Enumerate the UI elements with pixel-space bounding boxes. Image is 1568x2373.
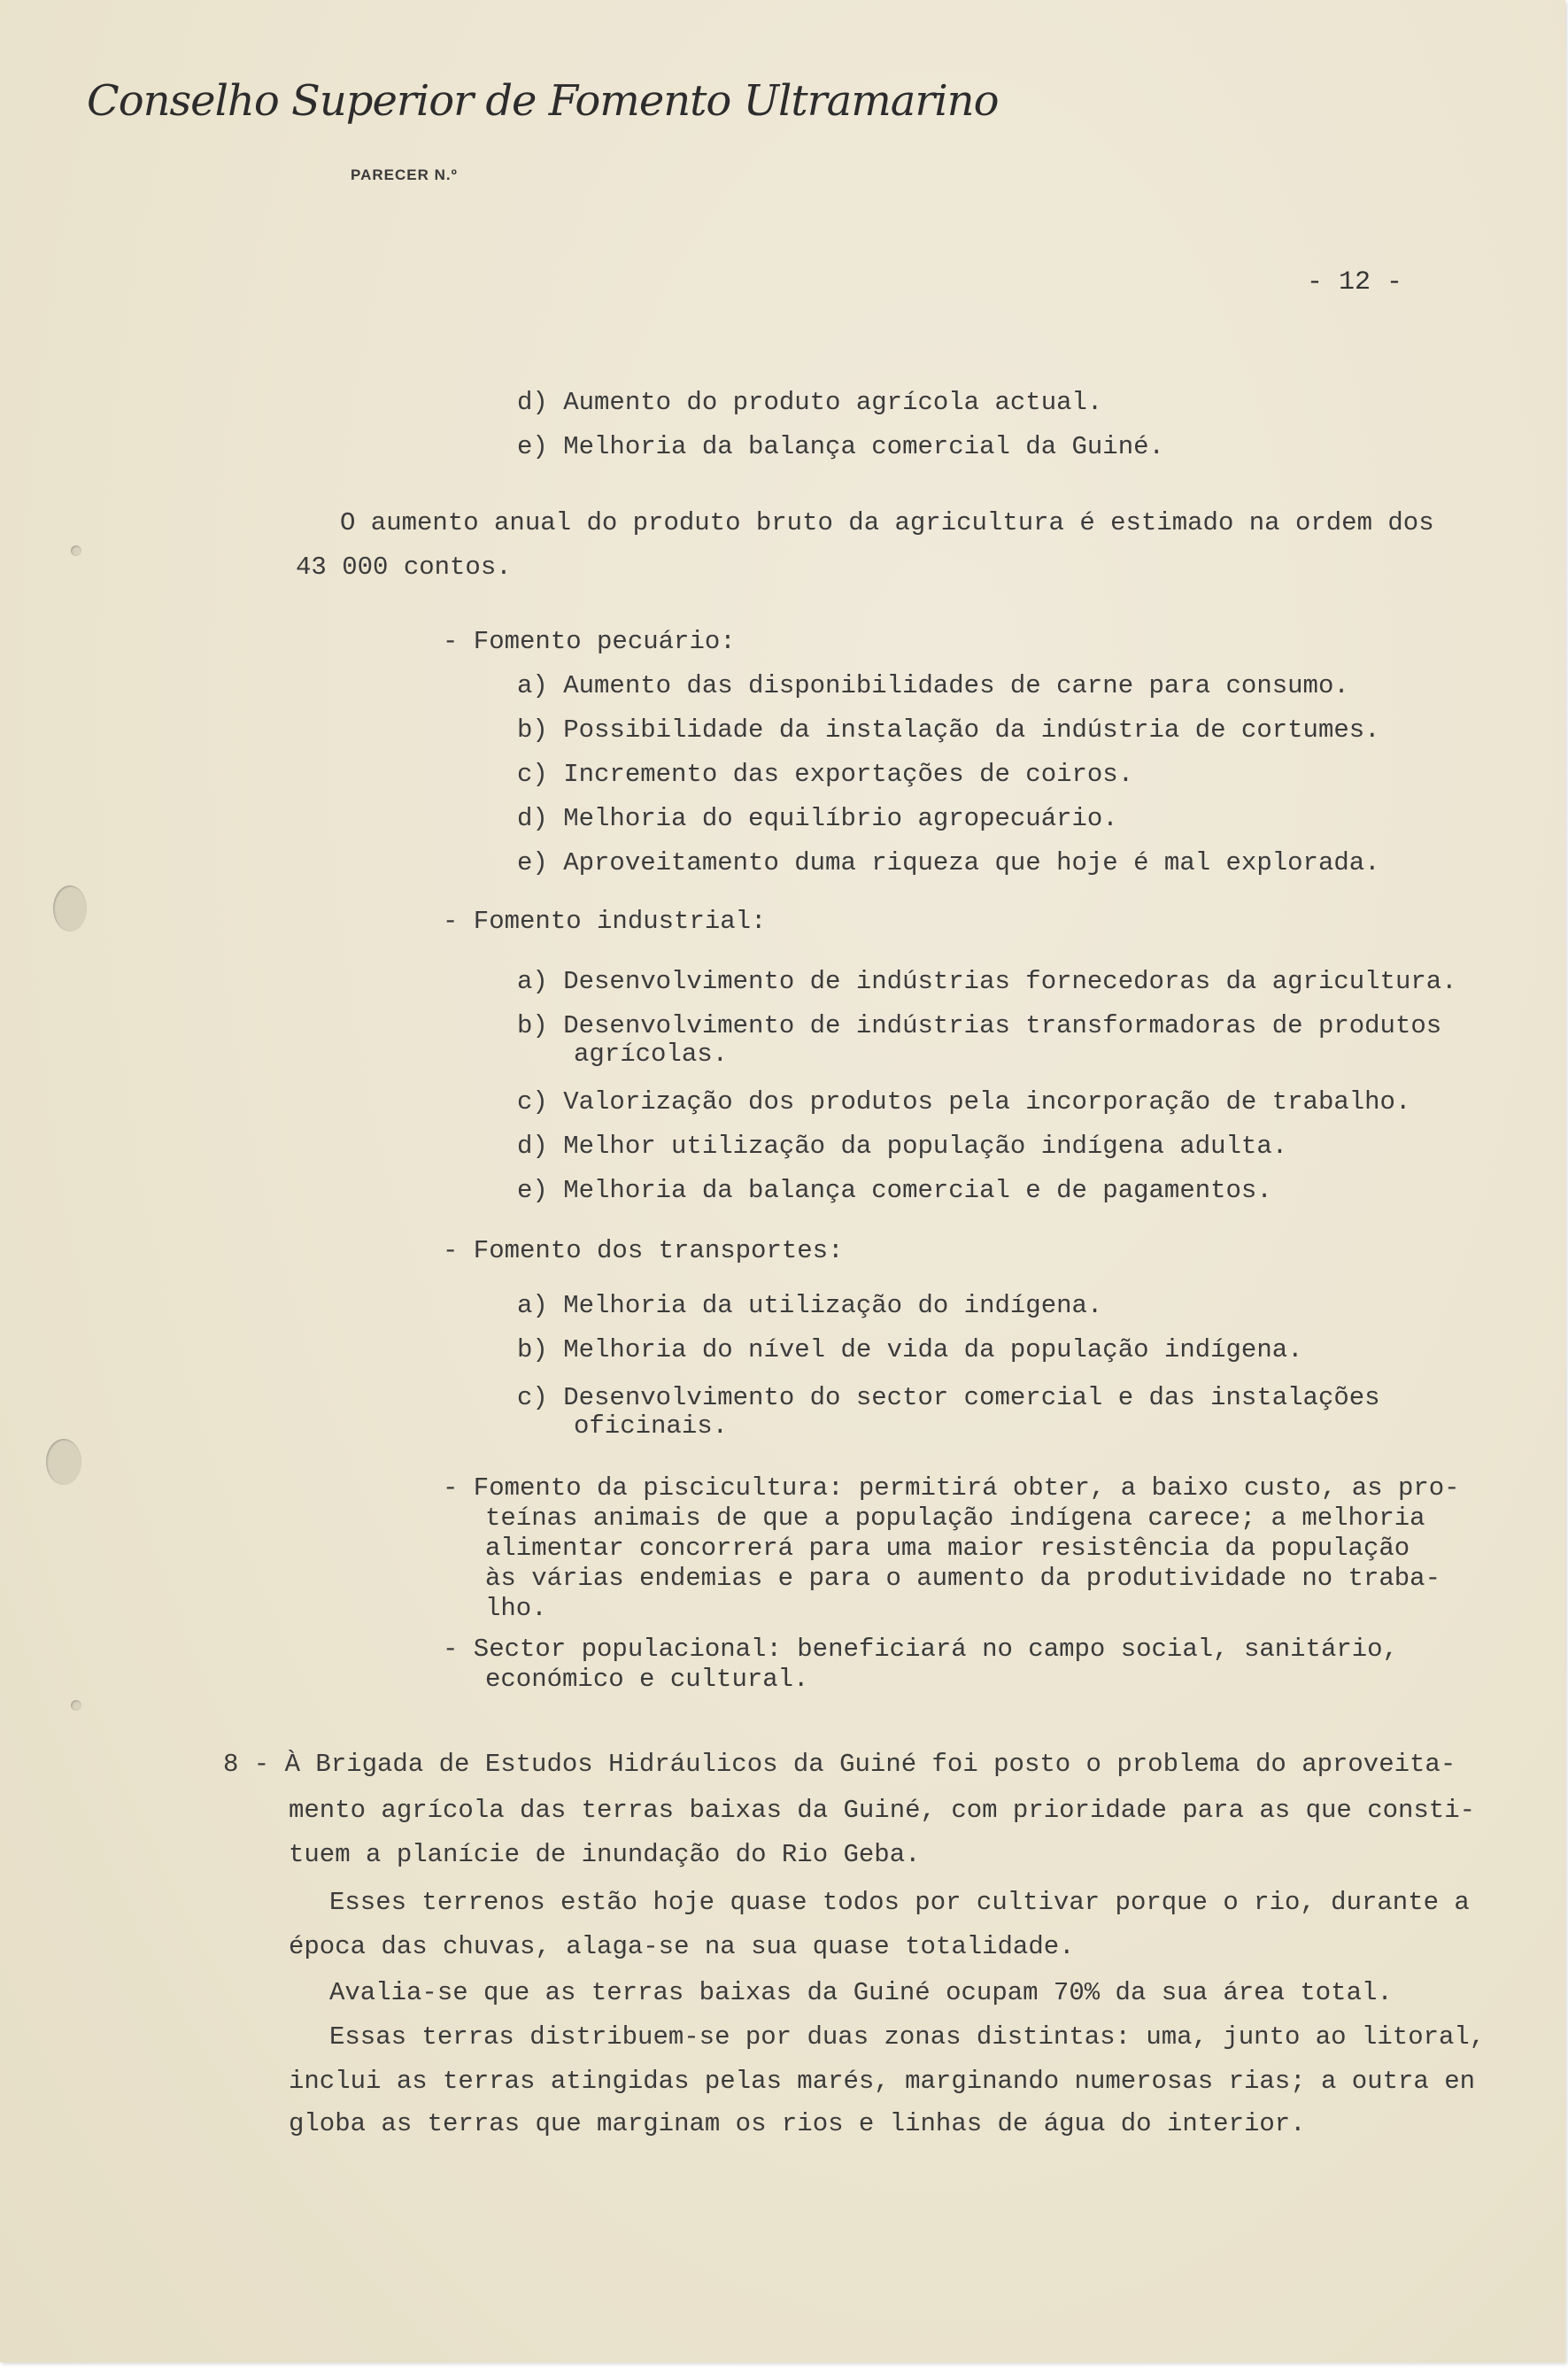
text-line: lho.	[485, 1594, 547, 1623]
text-line: - Fomento pecuário:	[443, 627, 736, 656]
text-line: teínas animais de que a população indígena carece; a melhoria	[485, 1503, 1425, 1533]
text-line: 8 - À Brigada de Estudos Hidráulicos da Guiné foi posto o problema do aproveita-	[223, 1750, 1456, 1779]
text-line: às várias endemias e para o aumento da produtividade no traba-	[485, 1564, 1441, 1593]
text-line: 43 000 contos.	[296, 553, 512, 582]
text-line: época das chuvas, alaga-se na sua quase totalidade.	[289, 1932, 1075, 1961]
text-line: Essas terras distribuem-se por duas zonas distintas: uma, junto ao litoral,	[329, 2022, 1486, 2052]
text-line: c) Valorização dos produtos pela incorporação de trabalho.	[517, 1087, 1411, 1117]
text-line: económico e cultural.	[485, 1665, 809, 1694]
text-line: e) Aproveitamento duma riqueza que hoje é mal explorada.	[517, 848, 1380, 877]
text-line: c) Desenvolvimento do sector comercial e das instalações	[517, 1383, 1380, 1412]
text-line: Esses terrenos estão hoje quase todos por cultivar porque o rio, durante a	[329, 1888, 1470, 1917]
text-line: c) Incremento das exportações de coiros.	[517, 760, 1134, 789]
page-number: - 12 -	[1307, 267, 1403, 298]
text-line: b) Possibilidade da instalação da indústria de cortumes.	[517, 715, 1380, 745]
text-line: inclui as terras atingidas pelas marés, marginando numerosas rias; a outra en	[289, 2067, 1476, 2096]
text-line: a) Melhoria da utilização do indígena.	[517, 1291, 1103, 1320]
text-line: oficinais.	[574, 1411, 729, 1441]
text-line: globa as terras que marginam os rios e linhas de água do interior.	[289, 2109, 1306, 2138]
parecer-label: PARECER N.º	[351, 166, 458, 183]
text-line: e) Melhoria da balança comercial e de pagamentos.	[517, 1176, 1272, 1205]
text-line: Avalia-se que as terras baixas da Guiné ocupam 70% da sua área total.	[329, 1978, 1393, 2007]
text-line: mento agrícola das terras baixas da Guiné, com prioridade para as que consti-	[289, 1796, 1476, 1825]
text-line: - Fomento industrial:	[443, 907, 767, 936]
text-line: e) Melhoria da balança comercial da Guiné.	[517, 432, 1164, 461]
text-line: - Sector populacional: beneficiará no campo social, sanitário,	[443, 1635, 1398, 1664]
text-line: O aumento anual do produto bruto da agricultura é estimado na ordem dos	[340, 508, 1434, 537]
text-line: b) Desenvolvimento de indústrias transformadoras de produtos	[517, 1011, 1442, 1040]
text-line: agrícolas.	[574, 1040, 729, 1069]
text-line: - Fomento da piscicultura: permitirá obter, a baixo custo, as pro-	[443, 1473, 1460, 1503]
text-line: alimentar concorrerá para uma maior resistência da população	[485, 1534, 1410, 1563]
text-line: tuem a planície de inundação do Rio Geba.	[289, 1840, 921, 1869]
text-line: a) Desenvolvimento de indústrias fornecedoras da agricultura.	[517, 967, 1457, 996]
text-line: d) Melhoria do equilíbrio agropecuário.	[517, 804, 1118, 833]
text-line: a) Aumento das disponibilidades de carne para consumo.	[517, 671, 1349, 700]
letterhead: Conselho Superior de Fomento Ultramarino	[87, 76, 999, 126]
text-line: - Fomento dos transportes:	[443, 1236, 844, 1265]
text-line: d) Melhor utilização da população indígena adulta.	[517, 1132, 1288, 1161]
text-line: d) Aumento do produto agrícola actual.	[517, 388, 1103, 417]
text-line: b) Melhoria do nível de vida da população indígena.	[517, 1335, 1303, 1364]
